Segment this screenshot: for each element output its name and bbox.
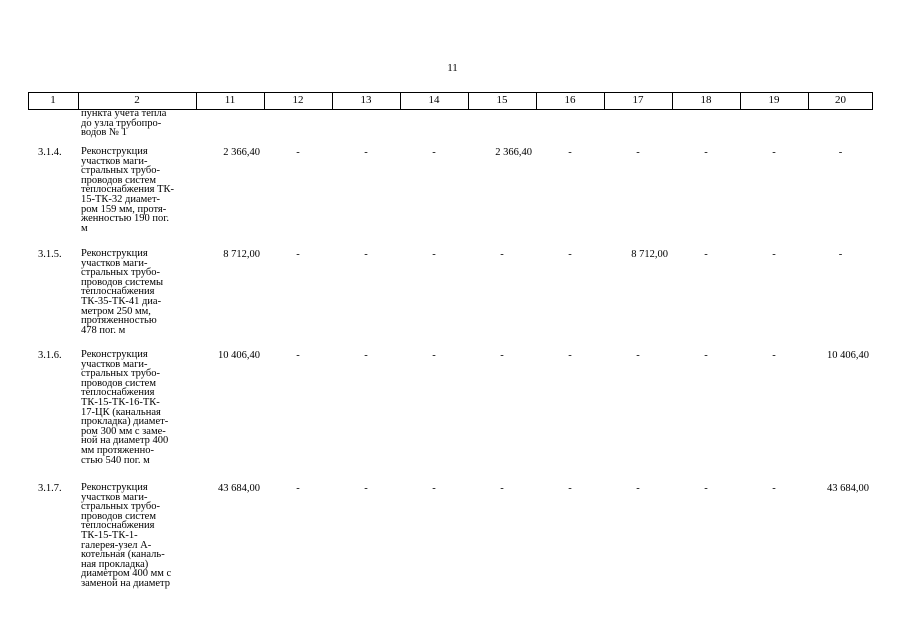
row-description: Реконструкция участков маги- стральных трубо- проводов системы теплоснабжения ТК-35-ТК-41 диа- метром 250 мм, протяженностью 478 пог. м [81,248,164,336]
empty-cell: - [296,249,300,260]
row-number: 3.1.7. [38,483,62,494]
column-header: 13 [360,94,372,106]
empty-cell: - [568,249,572,260]
column-header: 15 [496,94,508,106]
empty-cell: - [296,147,300,158]
empty-cell: - [500,350,504,361]
column-header: 12 [292,94,304,106]
empty-cell: - [704,249,708,260]
empty-cell: - [296,350,300,361]
page-number: 11 [447,62,458,74]
column-header: 20 [835,94,846,106]
empty-cell: - [704,147,708,158]
amount-cell: 2 366,40 [223,147,260,158]
empty-cell: - [636,350,640,361]
amount-cell: 2 366,40 [495,147,532,158]
empty-cell: - [432,350,436,361]
empty-cell: - [772,350,776,361]
amount-cell: 8 712,00 [223,249,260,260]
empty-cell: - [364,249,368,260]
row-number: 3.1.4. [38,147,62,158]
column-header: 18 [700,94,712,106]
column-header: 14 [428,94,440,106]
empty-cell: - [364,350,368,361]
column-header: 17 [632,94,644,106]
column-header: 11 [224,94,236,106]
column-header: 2 [134,94,140,106]
empty-cell: - [568,483,572,494]
empty-cell: - [838,147,843,158]
amount-cell: 8 712,00 [631,249,668,260]
amount-cell: 10 406,40 [218,350,260,361]
amount-cell: 43 684,00 [827,483,869,494]
empty-cell: - [704,350,708,361]
empty-cell: - [772,249,776,260]
empty-cell: - [636,483,640,494]
row-number: 3.1.6. [38,350,62,361]
empty-cell: - [500,249,504,260]
empty-cell: - [500,483,504,494]
empty-cell: - [772,147,776,158]
continuation-text: пункта учета тепла до узла трубопро- водов № 1 [81,108,167,139]
row-description: Реконструкция участков маги- стральных трубо- проводов систем теплоснабжения ТК-15-ТК-16-ТК- 17-ЦК (канальная прокладка) диамет- ром 300 мм с заме- ной на диаметр 400 мм протяженно- стью 540 пог. м [81,349,169,466]
column-header: 1 [50,94,56,106]
empty-cell: - [568,147,572,158]
empty-cell: - [432,147,436,158]
empty-cell: - [838,249,843,260]
row-number: 3.1.5. [38,249,62,260]
empty-cell: - [364,147,368,158]
empty-cell: - [296,483,300,494]
empty-cell: - [432,249,436,260]
empty-cell: - [772,483,776,494]
empty-cell: - [568,350,572,361]
amount-cell: 10 406,40 [827,350,869,361]
empty-cell: - [704,483,708,494]
column-header: 16 [564,94,576,106]
empty-cell: - [364,483,368,494]
amount-cell: 43 684,00 [218,483,260,494]
row-description: Реконструкция участков маги- стральных трубо- проводов систем теплоснабжения ТК- 15-ТК-32 диамет- ром 159 мм, протя- женностью 190 пог. м [81,146,175,234]
empty-cell: - [432,483,436,494]
row-description: Реконструкция участков маги- стральных трубо- проводов систем теплоснабжения ТК-15-ТК-1- галерея-узел А- котельная (каналь- ная прокладка) диаметром 400 мм с заменой на диаметр [81,482,172,589]
column-header: 19 [768,94,780,106]
empty-cell: - [636,147,640,158]
